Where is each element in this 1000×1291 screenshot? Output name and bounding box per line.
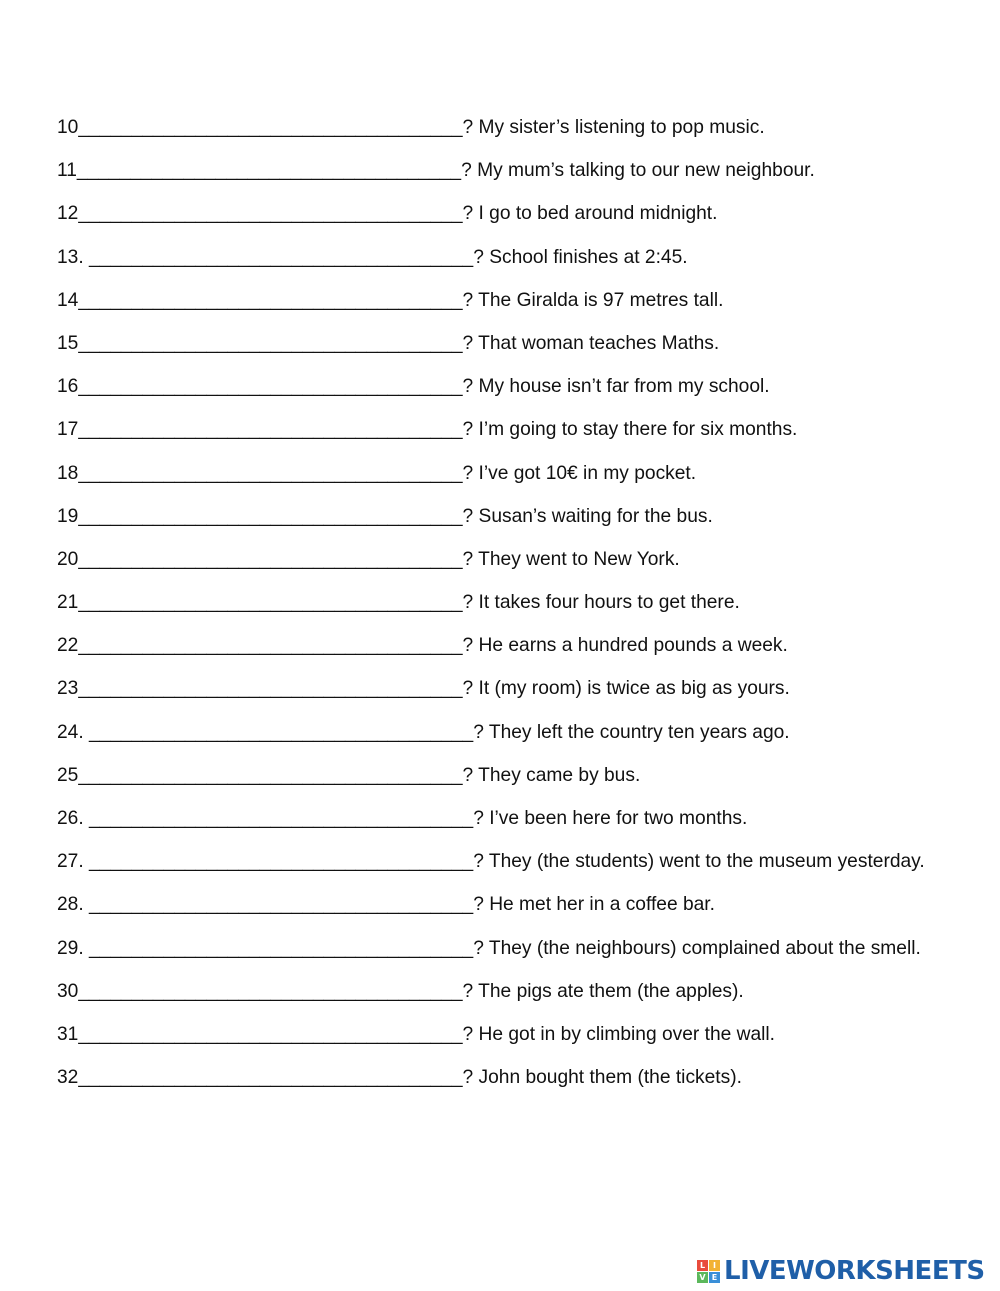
question-row (57, 156, 937, 186)
answer-statement: ? They (the students) went to the museum yesterday. (473, 851, 925, 873)
answer-blank[interactable]: ____________________________________ (78, 332, 463, 354)
logo-blocks-icon (697, 1260, 720, 1283)
question-number: 13. (57, 246, 90, 268)
question-row (57, 372, 937, 402)
question-number: 20 (57, 548, 79, 570)
question-number: 31 (57, 1023, 79, 1045)
question-number: 17 (57, 419, 79, 441)
question-number: 32 (57, 1067, 79, 1089)
logo-block: I (709, 1260, 720, 1271)
answer-blank[interactable]: ____________________________________ (78, 635, 463, 657)
question-row (57, 804, 937, 834)
answer-statement: ? I’ve been here for two months. (473, 808, 748, 829)
answer-statement: ? The pigs ate them (the apples). (462, 980, 744, 1002)
question-row (57, 1020, 937, 1050)
logo-block: L (697, 1260, 708, 1271)
question-row (57, 199, 937, 229)
question-number: 15 (57, 332, 79, 354)
question-row (57, 459, 937, 489)
answer-blank[interactable]: ____________________________________ (78, 678, 463, 700)
question-number: 12 (57, 203, 79, 225)
answer-statement: ? He got in by climbing over the wall. (462, 1023, 775, 1045)
answer-statement: ? I go to bed around midnight. (462, 203, 718, 225)
answer-blank[interactable]: ____________________________________ (78, 117, 463, 138)
question-row (57, 329, 937, 359)
liveworksheets-logo (697, 1254, 985, 1288)
answer-blank[interactable]: ____________________________________ (78, 1023, 463, 1045)
answer-blank[interactable]: ____________________________________ (78, 289, 463, 311)
question-row (57, 761, 937, 791)
question-number: 24. (57, 721, 90, 743)
question-row (57, 934, 937, 964)
question-number: 27. (57, 851, 90, 873)
question-row (57, 243, 937, 273)
question-row (57, 502, 937, 532)
answer-statement: ? My mum’s talking to our new neighbour. (461, 160, 815, 182)
answer-statement: ? They went to New York. (462, 548, 680, 570)
question-row (57, 890, 937, 920)
question-number: 16 (57, 376, 79, 398)
question-row (57, 113, 937, 143)
answer-statement: ? He met her in a coffee bar. (473, 894, 715, 916)
question-row (57, 415, 937, 445)
answer-blank[interactable]: ____________________________________ (89, 937, 474, 959)
question-number: 10 (57, 117, 79, 138)
question-row (57, 718, 937, 748)
answer-statement: ? My house isn’t far from my school. (462, 376, 770, 398)
answer-statement: ? They came by bus. (462, 764, 641, 786)
question-number: 22 (57, 635, 79, 657)
answer-blank[interactable]: ____________________________________ (89, 721, 474, 743)
answer-statement: ? I’m going to stay there for six months. (462, 419, 798, 441)
answer-blank[interactable]: ____________________________________ (78, 376, 463, 398)
answer-statement: ? They (the neighbours) complained about the smell. (473, 937, 921, 959)
answer-blank[interactable]: ____________________________________ (78, 505, 463, 527)
answer-blank[interactable]: ____________________________________ (78, 203, 463, 225)
question-number: 14 (57, 289, 79, 311)
question-row (57, 674, 937, 704)
answer-statement: ? It takes four hours to get there. (462, 592, 740, 614)
question-row (57, 545, 937, 575)
answer-blank[interactable]: ____________________________________ (78, 548, 463, 570)
question-number: 29. (57, 937, 90, 959)
answer-statement: ? He earns a hundred pounds a week. (462, 635, 788, 657)
answer-statement: ? John bought them (the tickets). (462, 1067, 742, 1089)
logo-text: LIVEWORKSHEETS (724, 1256, 985, 1286)
question-number: 26. (57, 808, 90, 829)
question-number: 11 (57, 160, 77, 182)
answer-blank[interactable]: ____________________________________ (76, 160, 462, 182)
logo-block: E (709, 1272, 720, 1283)
answer-statement: ? The Giralda is 97 metres tall. (462, 289, 724, 311)
answer-blank[interactable]: ____________________________________ (78, 764, 463, 786)
answer-statement: ? It (my room) is twice as big as yours. (462, 678, 790, 700)
question-number: 28. (57, 894, 90, 916)
question-number: 25 (57, 764, 79, 786)
answer-statement: ? I’ve got 10€ in my pocket. (462, 462, 697, 484)
answer-blank[interactable]: ____________________________________ (89, 894, 474, 916)
question-row (57, 631, 937, 661)
question-list (57, 113, 937, 1106)
question-number: 19 (57, 505, 79, 527)
question-number: 30 (57, 980, 79, 1002)
question-number: 18 (57, 462, 79, 484)
answer-blank[interactable]: ____________________________________ (89, 246, 474, 268)
question-row (57, 286, 937, 316)
answer-blank[interactable]: ____________________________________ (89, 851, 474, 873)
question-number: 21 (57, 592, 79, 614)
answer-statement: ? My sister’s listening to pop music. (462, 117, 765, 138)
question-row (57, 1063, 937, 1093)
logo-block: V (697, 1272, 708, 1283)
answer-statement: ? That woman teaches Maths. (462, 332, 720, 354)
answer-blank[interactable]: ____________________________________ (78, 419, 463, 441)
answer-blank[interactable]: ____________________________________ (89, 808, 474, 829)
question-row (57, 977, 937, 1007)
question-row (57, 847, 937, 877)
answer-blank[interactable]: ____________________________________ (78, 462, 463, 484)
answer-statement: ? Susan’s waiting for the bus. (462, 505, 713, 527)
answer-statement: ? School finishes at 2:45. (473, 246, 688, 268)
answer-blank[interactable]: ____________________________________ (78, 592, 463, 614)
question-number: 23 (57, 678, 79, 700)
answer-blank[interactable]: ____________________________________ (78, 1067, 463, 1089)
answer-blank[interactable]: ____________________________________ (78, 980, 463, 1002)
question-row (57, 588, 937, 618)
answer-statement: ? They left the country ten years ago. (473, 721, 790, 743)
